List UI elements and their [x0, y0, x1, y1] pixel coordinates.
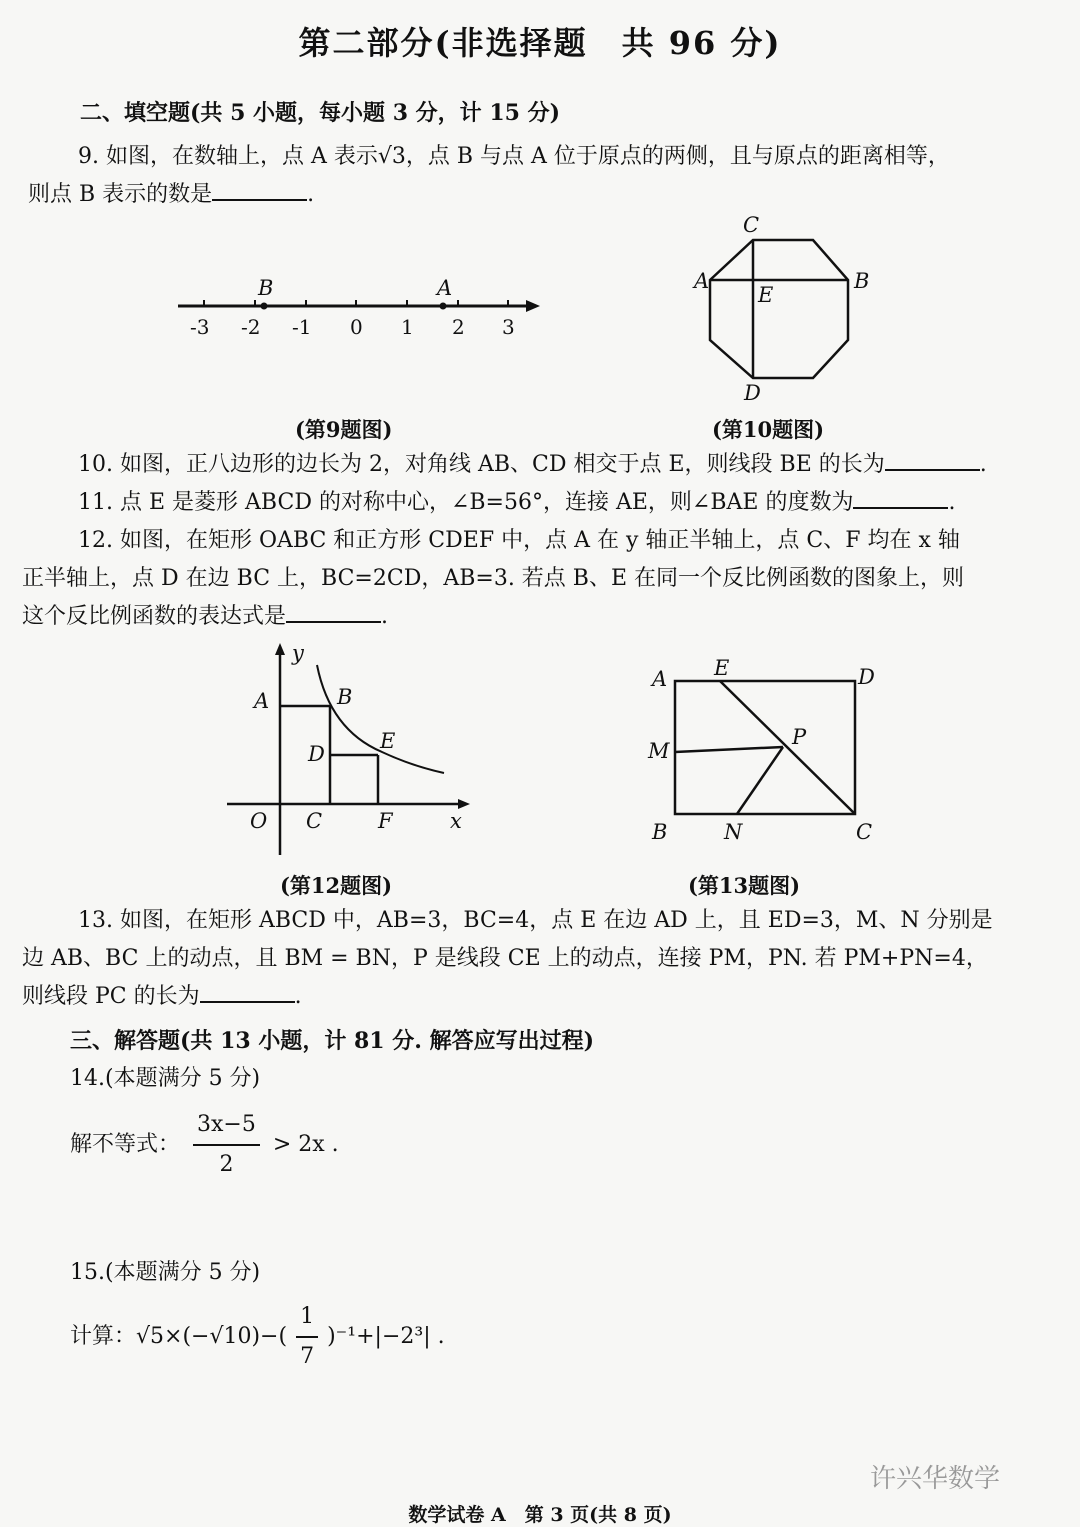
question-13-line1: 13. 如图，在矩形 ABCD 中，AB=3，BC=4，点 E 在边 AD 上，且 ED=3，M、N 分别是	[78, 908, 993, 933]
label-d: D	[308, 742, 325, 766]
label-b: B	[337, 685, 353, 709]
point-a-dot	[440, 303, 447, 310]
question-11: 11. 点 E 是菱形 ABCD 的对称中心，∠B=56°，连接 AE，则∠BAE 的度数为 .	[78, 484, 955, 522]
figure-9-caption: (第9题图)	[295, 417, 393, 442]
figure-12-graph	[222, 640, 477, 865]
y-axis-arrow-icon	[275, 643, 285, 655]
segment-ce	[720, 681, 855, 814]
answer-blank	[212, 177, 307, 201]
tick-label: -3	[190, 315, 210, 339]
tick-label: -2	[241, 315, 261, 339]
figure-10-caption: (第10题图)	[712, 417, 825, 442]
question-9-line1: 9. 如图，在数轴上，点 A 表示√3，点 B 与点 A 位于原点的两侧，且与原点的距离相等，	[78, 144, 950, 169]
label-f: F	[378, 809, 393, 833]
label-n: N	[724, 820, 743, 844]
segment-pn	[737, 747, 783, 814]
label-b: B	[854, 269, 870, 293]
tick-label: 3	[502, 315, 515, 339]
page-title: 第二部分(非选择题 共 96 分)	[298, 24, 782, 62]
page-footer: 数学试卷 A 第 3 页(共 8 页)	[408, 1504, 672, 1526]
tick-label: 2	[452, 315, 465, 339]
section-answer-heading: 三、解答题(共 13 小题，计 81 分. 解答应写出过程)	[70, 1028, 595, 1054]
label-c: C	[743, 213, 760, 237]
hyperbola-curve	[317, 665, 444, 773]
figure-9-number-line	[170, 270, 550, 350]
point-b-dot	[261, 303, 268, 310]
question-12-line2: 正半轴上，点 D 在边 BC 上，BC=2CD，AB=3. 若点 B、E 在同一个反比例函数的图象上，则	[22, 566, 965, 591]
octagon-shape	[710, 240, 848, 378]
label-x: x	[450, 809, 462, 833]
question-13-line2: 边 AB、BC 上的动点，且 BM = BN，P 是线段 CE 上的动点，连接 PM，PN. 若 PM+PN=4，	[22, 946, 988, 971]
tick-label: 0	[350, 315, 363, 339]
label-d: D	[744, 381, 761, 405]
figure-10-octagon	[680, 210, 890, 405]
figure-13-caption: (第13题图)	[688, 873, 801, 898]
question-9-line2: 则点 B 表示的数是 .	[28, 176, 314, 214]
segment-pm	[675, 747, 783, 752]
tick-label: 1	[401, 315, 414, 339]
figure-12-caption: (第12题图)	[280, 873, 393, 898]
question-14-heading: 14.(本题满分 5 分)	[70, 1066, 261, 1091]
answer-blank	[885, 447, 980, 471]
label-a: A	[694, 269, 710, 293]
label-a: A	[254, 689, 270, 713]
label-e: E	[380, 729, 396, 753]
label-c: C	[306, 809, 323, 833]
label-p: P	[792, 725, 807, 749]
label-c: C	[856, 820, 873, 844]
watermark: 许兴华数学	[870, 1464, 1001, 1494]
question-9-text: 则点 B 表示的数是	[28, 182, 213, 207]
label-a: A	[652, 667, 668, 691]
question-12-line3: 这个反比例函数的表达式是 .	[22, 598, 388, 636]
arrow-icon	[526, 300, 540, 312]
label-y: y	[292, 641, 304, 665]
answer-blank	[853, 485, 948, 509]
label-d: D	[858, 665, 875, 689]
answer-blank	[286, 599, 381, 623]
label-b: B	[258, 276, 274, 300]
label-o: O	[250, 809, 268, 833]
question-14-body: 解不等式： $\frac{3x-5}{2}$ > 2x .	[70, 1106, 339, 1184]
question-10: 10. 如图，正八边形的边长为 2，对角线 AB、CD 相交于点 E，则线段 BE 的长为 .	[78, 446, 987, 484]
figure-13-rectangle	[640, 648, 890, 848]
section-fill-in-heading: 二、填空题(共 5 小题，每小题 3 分，计 15 分)	[80, 100, 561, 126]
question-12-line1: 12. 如图，在矩形 OABC 和正方形 CDEF 中，点 A 在 y 轴正半轴上，点 C、F 均在 x 轴	[78, 528, 960, 553]
label-b: B	[652, 820, 668, 844]
fraction: $\frac{1}{7}$	[296, 1298, 318, 1376]
fraction: $\frac{3x-5}{2}$	[193, 1106, 260, 1184]
question-15-body: 计算：√5×(−√10)−( $\frac{1}{7}$ )⁻¹+|−2³| .	[70, 1298, 445, 1376]
answer-blank	[200, 979, 295, 1003]
x-axis-arrow-icon	[458, 799, 470, 809]
label-m: M	[648, 739, 670, 763]
label-a: A	[437, 276, 453, 300]
label-e: E	[714, 656, 730, 680]
label-e: E	[758, 283, 774, 307]
question-13-line3: 则线段 PC 的长为 .	[22, 978, 302, 1016]
tick-label: -1	[292, 315, 312, 339]
question-15-heading: 15.(本题满分 5 分)	[70, 1260, 261, 1285]
